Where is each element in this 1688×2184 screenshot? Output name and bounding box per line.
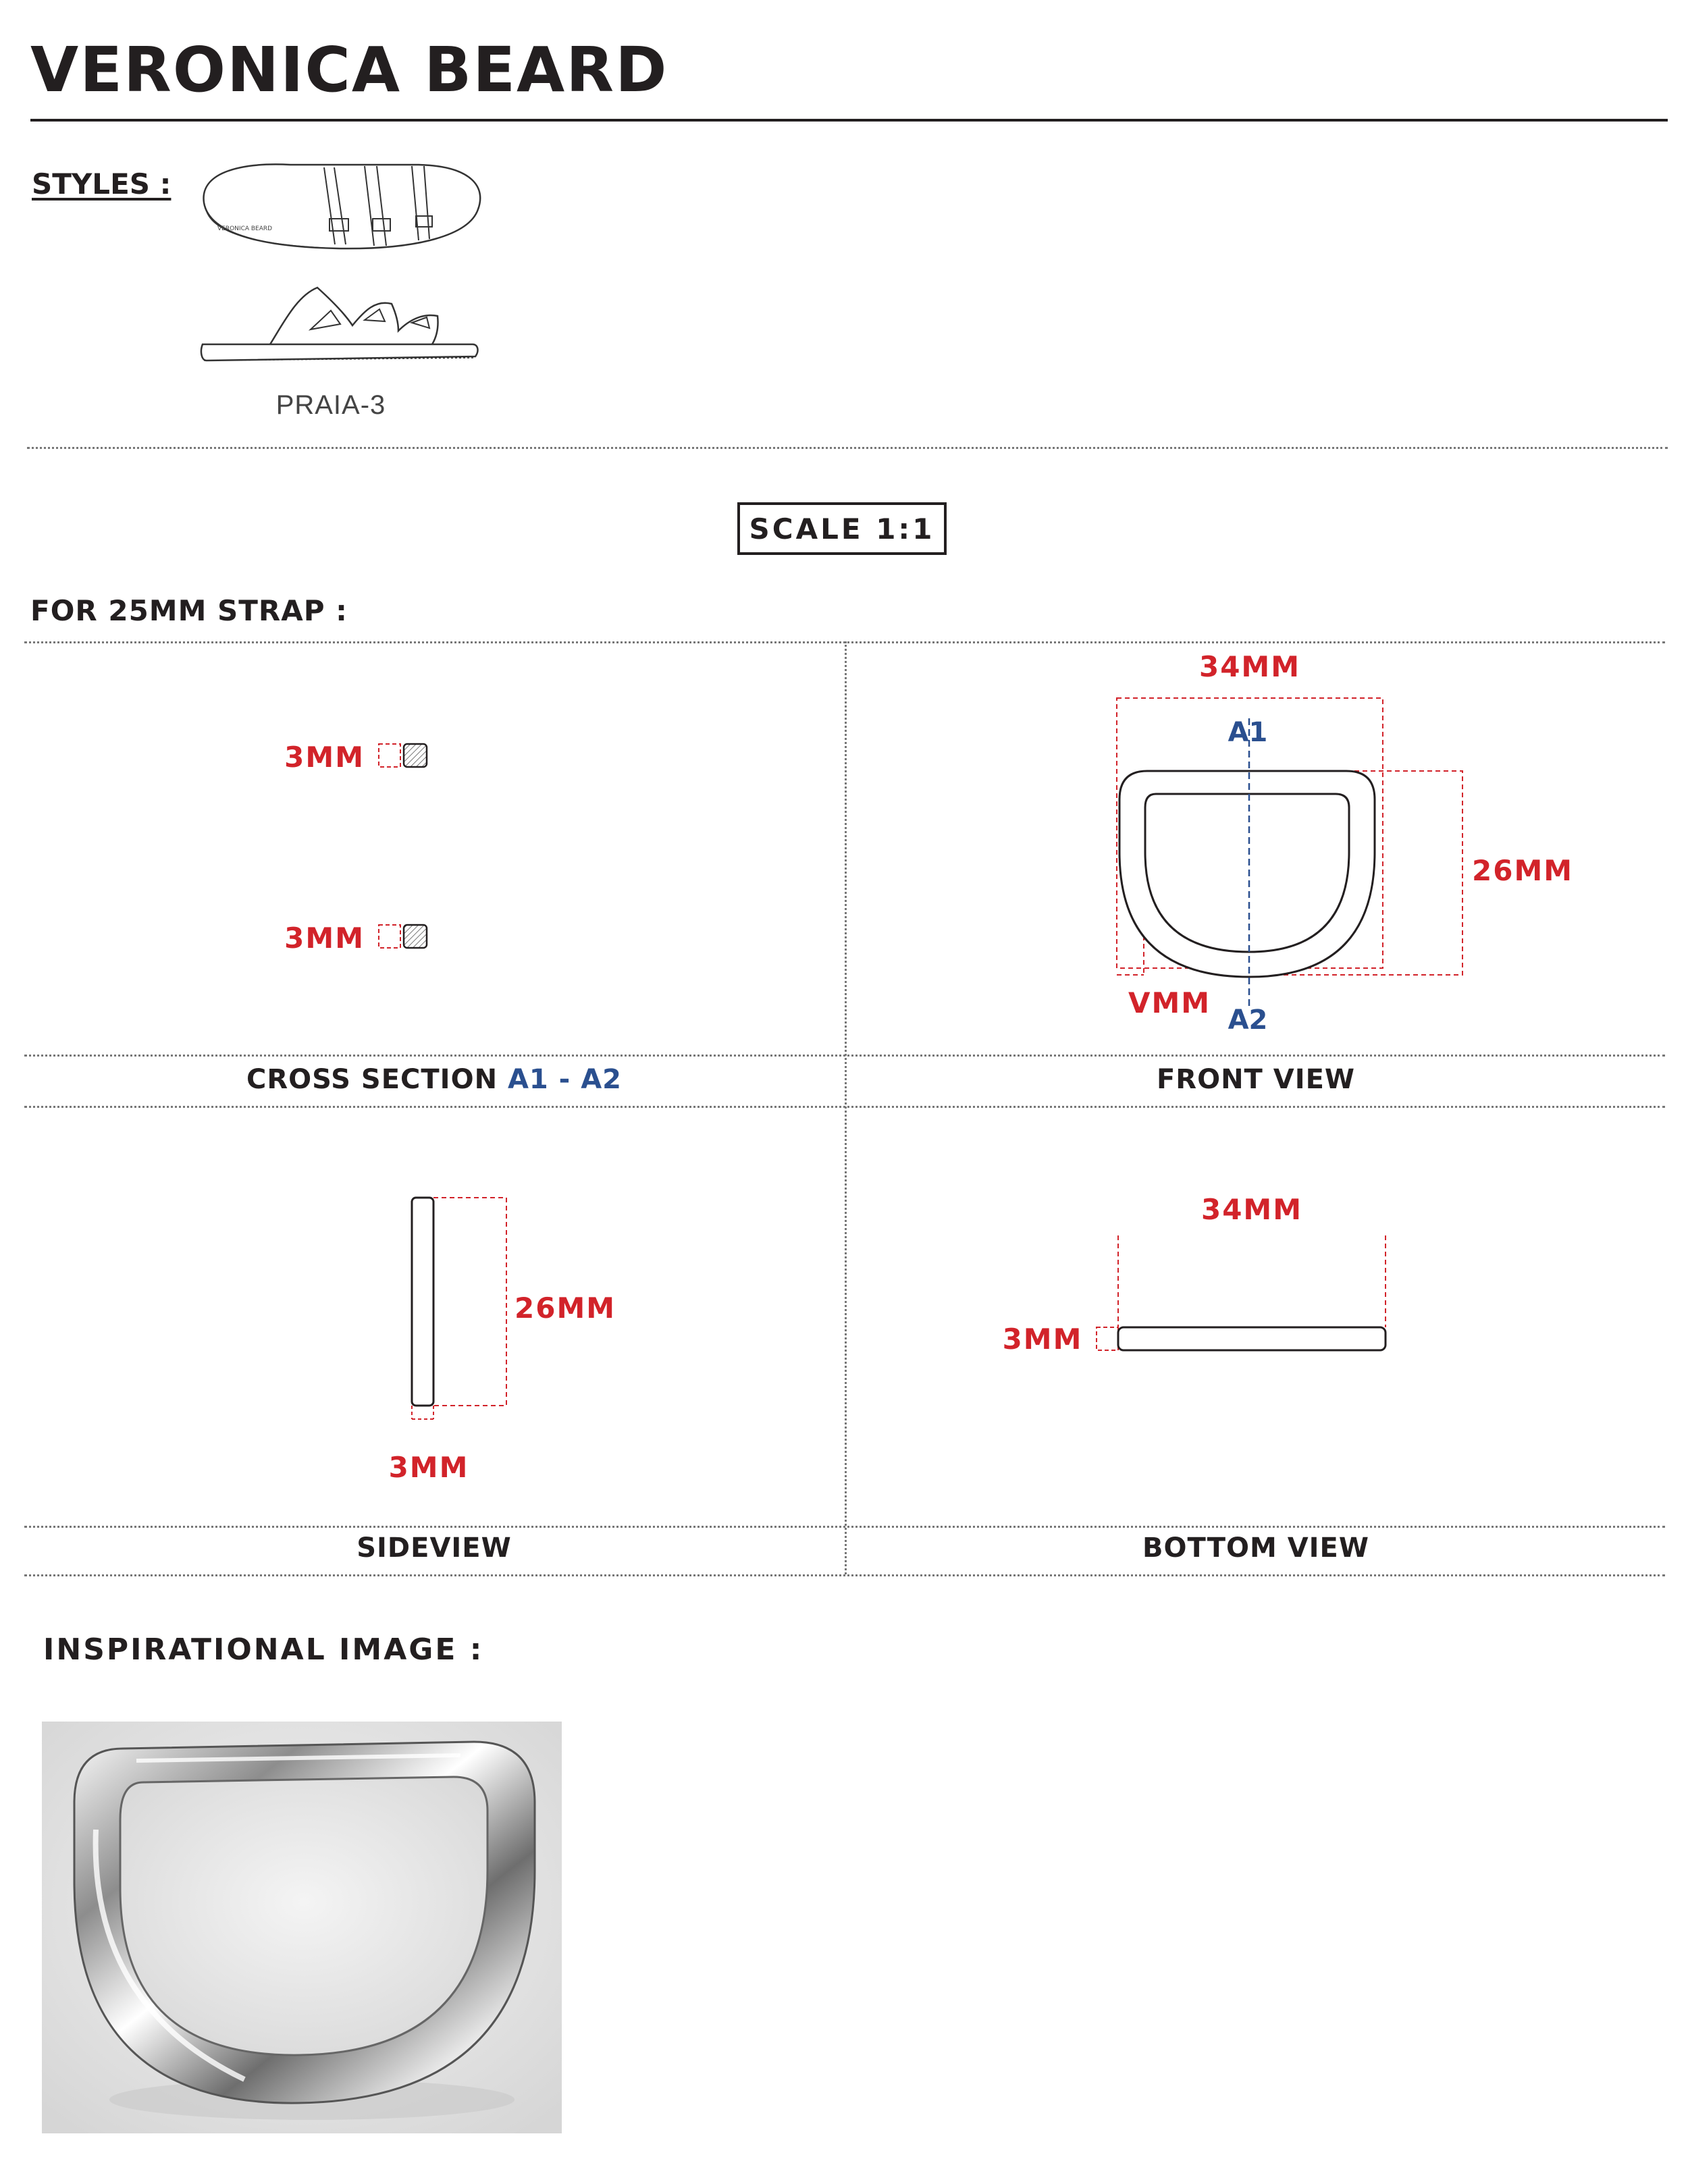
side-view-drawing	[24, 1107, 844, 1526]
bottom-view-drawing	[847, 1107, 1665, 1526]
strap-label: FOR 25MM STRAP :	[30, 594, 348, 627]
cross-section-caption-main: CROSS SECTION	[246, 1064, 508, 1095]
front-height-dim: 26MM	[1472, 854, 1574, 887]
inspirational-image	[42, 1722, 562, 2133]
grid-line-bottom	[24, 1574, 1665, 1576]
d-ring-photo-icon	[42, 1722, 562, 2133]
front-view-caption: FRONT VIEW	[1156, 1064, 1356, 1095]
brand-title: VERONICA BEARD	[30, 34, 668, 106]
section-divider	[27, 447, 1668, 449]
front-view-drawing	[847, 643, 1665, 1055]
header-rule	[30, 119, 1668, 122]
cross-section-caption	[24, 1064, 844, 1095]
style-name: PRAIA-3	[275, 390, 386, 420]
scale-badge: SCALE 1:1	[737, 502, 947, 555]
cross-dim-top: 3MM	[284, 741, 365, 774]
side-thickness-dim: 3MM	[388, 1451, 469, 1484]
styles-label: STYLES :	[32, 167, 172, 201]
cross-section-drawing	[24, 643, 844, 1055]
bottom-width-dim: 34MM	[1201, 1193, 1303, 1226]
sandal-sketch	[196, 154, 486, 383]
bottom-view-caption: BOTTOM VIEW	[1142, 1533, 1369, 1564]
cross-dim-bottom: 3MM	[284, 922, 365, 955]
cross-section-caption-ref: A1 - A2	[507, 1064, 622, 1095]
front-wall-dim: VMM	[1128, 986, 1211, 1019]
inspirational-image-label: INSPIRATIONAL IMAGE :	[43, 1632, 484, 1667]
axis-a1-label: A1	[1228, 717, 1268, 748]
side-view-caption: SIDEVIEW	[357, 1533, 512, 1564]
bottom-thickness-dim: 3MM	[1002, 1323, 1083, 1356]
axis-a2-label: A2	[1228, 1005, 1268, 1036]
front-width-dim: 34MM	[1198, 650, 1301, 683]
side-height-dim: 26MM	[515, 1291, 616, 1325]
sketch-brand-text: VERONICA BEARD	[217, 225, 273, 232]
